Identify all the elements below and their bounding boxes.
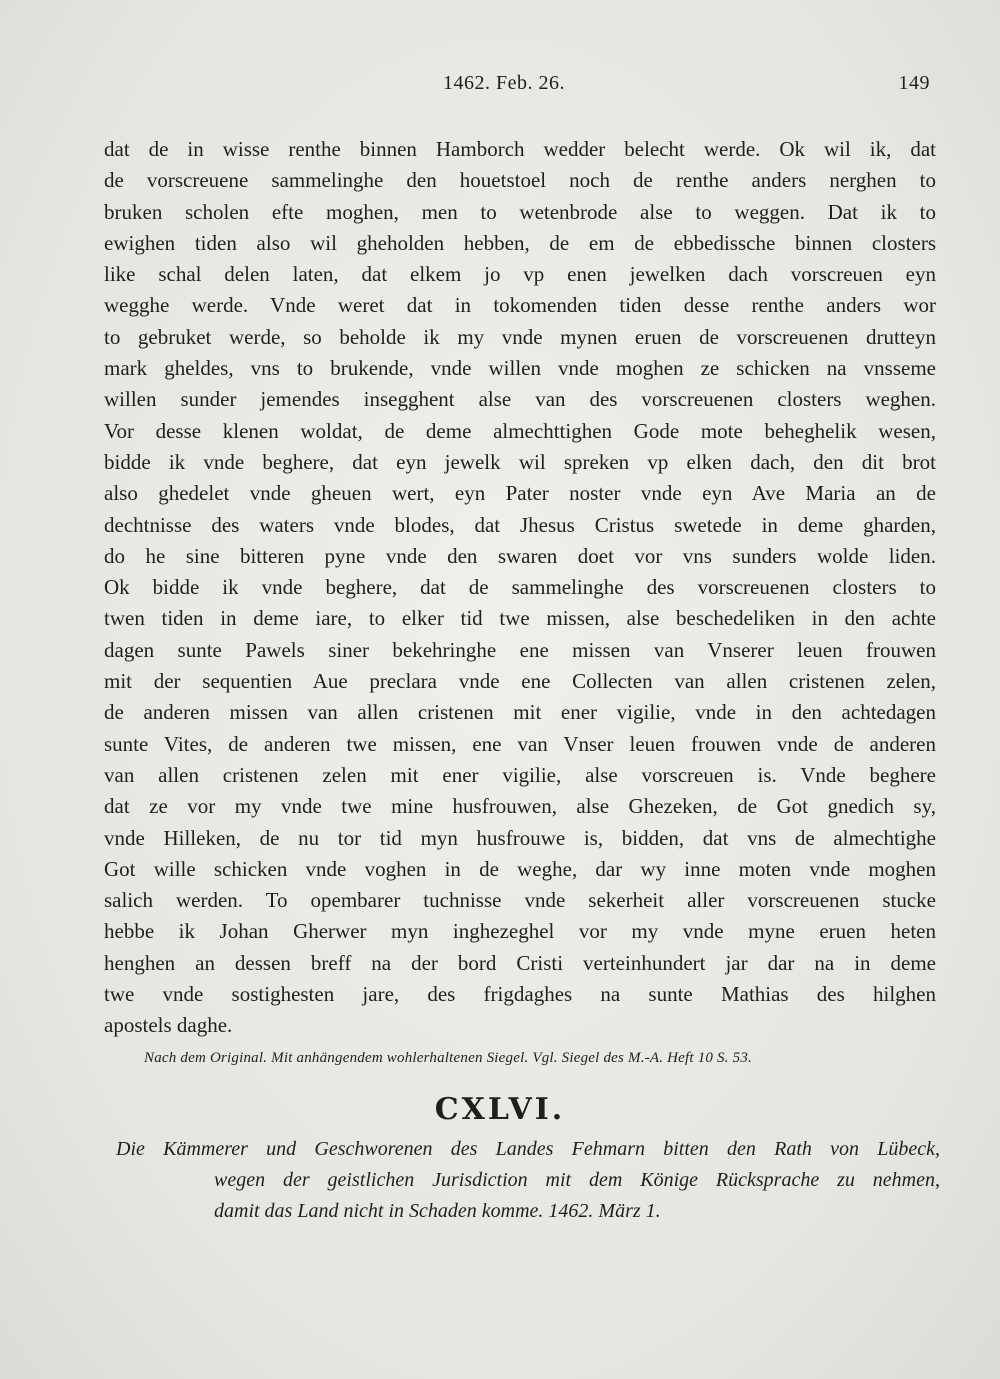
body-line: dagen sunte Pawels siner bekehringhe ene missen van Vnserer leuen frouwen bbox=[104, 637, 936, 662]
source-note: Nach dem Original. Mit anhängendem wohlerhaltenen Siegel. Vgl. Siegel des M.-A. Heft 10 S. 53. bbox=[144, 1050, 753, 1066]
body-line: also ghedelet vnde gheuen wert, eyn Pater noster vnde eyn Ave Maria an de bbox=[104, 481, 936, 506]
running-head bbox=[104, 62, 940, 102]
body-line: to gebruket werde, so beholde ik my vnde mynen eruen de vorscreuenen drutteyn bbox=[104, 324, 936, 349]
body-line: vnde Hilleken, de nu tor tid myn husfrouwe is, bidden, dat vns de almechtighe bbox=[104, 825, 936, 850]
body-line: dechtnisse des waters vnde blodes, dat Jhesus Cristus swetede in deme gharden, bbox=[104, 512, 936, 537]
body-line: Got wille schicken vnde voghen in de weghe, dar wy inne moten vnde moghen bbox=[104, 856, 936, 881]
body-line: mark gheldes, vns to brukende, vnde willen vnde moghen ze schicken na vnsseme bbox=[104, 356, 936, 381]
document-number: CXLVI. bbox=[434, 1092, 566, 1127]
body-line: sunte Vites, de anderen twe missen, ene van Vnser leuen frouwen vnde de anderen bbox=[104, 731, 936, 756]
regest-line: Die Kämmerer und Geschworenen des Landes Fehmarn bitten den Rath von Lübeck, bbox=[116, 1138, 940, 1160]
body-line: twen tiden in deme iare, to elker tid twe missen, alse beschedeliken in den achte bbox=[104, 606, 936, 631]
body-text bbox=[104, 134, 936, 1042]
body-line: like schal delen laten, dat elkem jo vp enen jewelken dach vorscreuen eyn bbox=[104, 262, 936, 287]
body-line: twe vnde sostighesten jare, des frigdaghes na sunte Mathias des hilghen bbox=[104, 982, 936, 1007]
body-line: dat ze vor my vnde twe mine husfrouwen, alse Ghezeken, de Got gnedich sy, bbox=[104, 794, 936, 819]
header-date: 1462. Feb. 26. bbox=[443, 72, 565, 94]
body-line: willen sunder jemendes insegghent alse van des vorscreuenen closters weghen. bbox=[104, 387, 936, 412]
body-line: wegghe werde. Vnde weret dat in tokomenden tiden desse renthe anders wor bbox=[104, 293, 936, 318]
body-line: salich werden. To opembarer tuchnisse vnde sekerheit aller vorscreuenen stucke bbox=[104, 888, 936, 913]
body-line: van allen cristenen zelen mit ener vigilie, alse vorscreuen is. Vnde beghere bbox=[104, 762, 936, 787]
body-line: Ok bidde ik vnde beghere, dat de sammelinghe des vorscreuenen closters to bbox=[104, 575, 936, 600]
regest-line: damit das Land nicht in Schaden komme. 1462. März 1. bbox=[214, 1200, 661, 1222]
body-line: bidde ik vnde beghere, dat eyn jewelk wil spreken vp elken dach, den dit brot bbox=[104, 449, 936, 474]
regest-summary bbox=[104, 1134, 940, 1227]
body-line: de vorscreuene sammelinghe den houetstoel noch de renthe anders nerghen to bbox=[104, 168, 936, 193]
regest-line: wegen der geistlichen Jurisdiction mit dem Könige Rücksprache zu nehmen, bbox=[214, 1169, 940, 1191]
page-number: 149 bbox=[898, 72, 930, 94]
body-line: henghen an dessen breff na der bord Cristi verteinhundert jar dar na in deme bbox=[104, 950, 936, 975]
body-line: de anderen missen van allen cristenen mit ener vigilie, vnde in den achtedagen bbox=[104, 700, 936, 725]
body-line: bruken scholen efte moghen, men to wetenbrode alse to weggen. Dat ik to bbox=[104, 199, 936, 224]
body-line: mit der sequentien Aue preclara vnde ene Collecten van allen cristenen zelen, bbox=[104, 669, 936, 694]
body-line: ewighen tiden also wil gheholden hebben, de em de ebbedissche binnen closters bbox=[104, 230, 936, 255]
body-line: apostels daghe. bbox=[104, 1013, 233, 1038]
body-line: hebbe ik Johan Gherwer myn inghezeghel vor my vnde myne eruen heten bbox=[104, 919, 936, 944]
body-line: do he sine bitteren pyne vnde den swaren doet vor vns sunders wolde liden. bbox=[104, 543, 936, 568]
body-line: Vor desse klenen woldat, de deme almechttighen Gode mote beheghelik wesen, bbox=[104, 418, 936, 443]
body-line: dat de in wisse renthe binnen Hamborch wedder belecht werde. Ok wil ik, dat bbox=[104, 137, 936, 161]
